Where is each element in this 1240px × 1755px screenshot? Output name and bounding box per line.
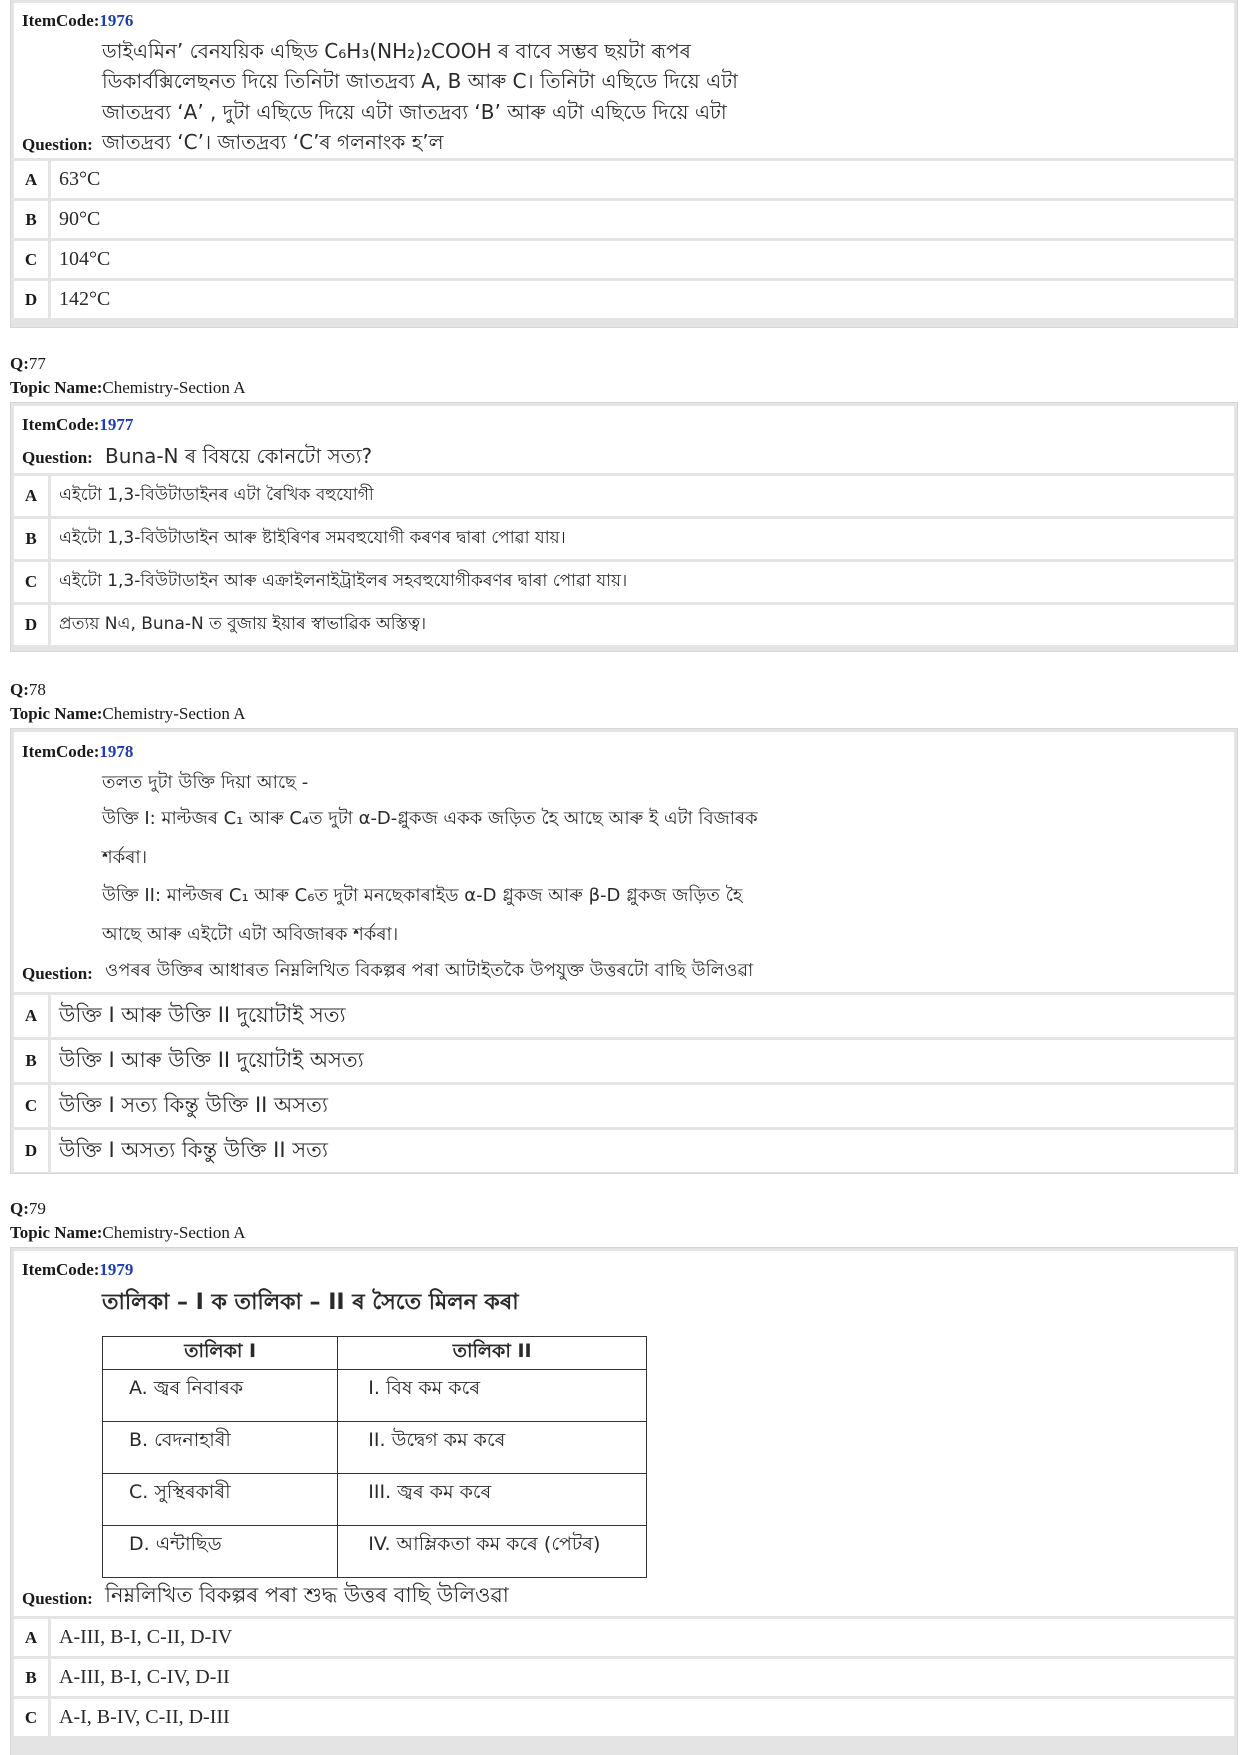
match-table-cell: IV. আম্লিকতা কম কৰে (পেটৰ) <box>338 1526 647 1578</box>
item-code-value: 1978 <box>99 742 134 761</box>
option-letter: B <box>14 1659 48 1696</box>
match-table-row <box>103 1474 647 1526</box>
option-letter: A <box>14 476 48 516</box>
stem-line: ডিকাৰ্বক্সিলেছনত দিয়ে তিনিটা জাতদ্ৰব্য A, B আৰু C। তিনিটা এছিডে দিয়ে এটা <box>102 69 738 93</box>
question-label: Question: <box>22 135 93 154</box>
question-number <box>10 678 245 702</box>
option-row-c[interactable] <box>14 241 1234 278</box>
item-code <box>22 1260 133 1280</box>
topic-name-label: Topic Name: <box>10 1223 103 1242</box>
question-header-79 <box>10 1197 245 1245</box>
question-number-label: Q: <box>10 680 29 699</box>
item-code-label: ItemCode: <box>22 415 100 434</box>
topic-name-value: Chemistry-Section A <box>102 378 246 397</box>
stem-line: জাতদ্ৰব্য ‘A’ , দুটা এছিডে দিয়ে এটা জাতদ্ৰব্য ‘B’ আৰু এটা এছিডে দিয়ে এটা <box>102 100 727 124</box>
stem-line: শৰ্কৰা। <box>102 847 148 868</box>
option-text: এইটো 1,3-বিউটাডাইন আৰু এক্ৰাইলনাইট্ৰাইলৰ সহবহুযোগীকৰণৰ দ্বাৰা পোৱা যায়। <box>51 562 1234 602</box>
question-stem: Buna-N ৰ বিষয়ে কোনটো সত্য? <box>105 444 373 468</box>
match-table-cell: A. জ্বৰ নিবাৰক <box>103 1370 338 1422</box>
option-text: উক্তি I আৰু উক্তি II দুয়োটাই সত্য <box>51 995 1234 1037</box>
topic-name-label: Topic Name: <box>10 704 103 723</box>
option-letter: A <box>14 1619 48 1656</box>
option-letter: B <box>14 1040 48 1082</box>
option-text: 104°C <box>51 241 1234 278</box>
question-number-value: 77 <box>28 354 46 373</box>
question-number-value: 79 <box>28 1199 46 1218</box>
question-header-78 <box>10 678 245 726</box>
item-code <box>22 415 133 435</box>
item-code-label: ItemCode: <box>22 1260 100 1279</box>
option-letter: C <box>14 1085 48 1127</box>
question-block-1976 <box>10 0 1238 328</box>
question-number-value: 78 <box>28 680 46 699</box>
item-code-value: 1977 <box>99 415 134 434</box>
option-letter: A <box>14 995 48 1037</box>
item-code-label: ItemCode: <box>22 11 100 30</box>
question-box <box>14 3 1234 158</box>
question-block-1978 <box>10 728 1238 1174</box>
option-letter: C <box>14 562 48 602</box>
match-table-cell: B. বেদনাহাৰী <box>103 1422 338 1474</box>
match-table-header: তালিকা II <box>338 1337 647 1370</box>
match-table-cell: D. এন্টাছিড <box>103 1526 338 1578</box>
item-code-label: ItemCode: <box>22 742 100 761</box>
option-letter: B <box>14 201 48 238</box>
stem-line: ওপৰৰ উক্তিৰ আধাৰত নিম্নলিখিত বিকল্পৰ পৰা আটাইতকৈ উপযুক্ত উত্তৰটো বাছি উলিওৱা <box>105 960 754 981</box>
item-code-value: 1976 <box>99 11 134 30</box>
option-row-a[interactable] <box>14 161 1234 198</box>
question-number-label: Q: <box>10 1199 29 1218</box>
option-row-b[interactable] <box>14 1659 1234 1696</box>
question-header-77 <box>10 352 245 400</box>
option-letter: D <box>14 1130 48 1172</box>
match-table-header: তালিকা I <box>103 1337 338 1370</box>
match-table-cell: I. বিষ কম কৰে <box>338 1370 647 1422</box>
topic-name-value: Chemistry-Section A <box>102 704 246 723</box>
match-table-cell: III. জ্বৰ কম কৰে <box>338 1474 647 1526</box>
option-text: উক্তি I অসত্য কিন্তু উক্তি II সত্য <box>51 1130 1234 1172</box>
option-text: উক্তি I সত্য কিন্তু উক্তি II অসত্য <box>51 1085 1234 1127</box>
option-letter: C <box>14 1699 48 1736</box>
option-text: 142°C <box>51 281 1234 318</box>
option-row-b[interactable] <box>14 201 1234 238</box>
match-table-row <box>103 1422 647 1474</box>
option-text: A-III, B-I, C-II, D-IV <box>51 1619 1234 1656</box>
option-row-c[interactable] <box>14 1085 1234 1127</box>
option-letter: D <box>14 605 48 645</box>
option-row-b[interactable] <box>14 1040 1234 1082</box>
option-row-d[interactable] <box>14 605 1234 645</box>
option-text: A-III, B-I, C-IV, D-II <box>51 1659 1234 1696</box>
question-label: Question: <box>22 1589 93 1608</box>
item-code <box>22 11 133 31</box>
option-letter: A <box>14 161 48 198</box>
topic-name-label: Topic Name: <box>10 378 103 397</box>
option-row-a[interactable] <box>14 476 1234 516</box>
option-letter: B <box>14 519 48 559</box>
match-table-cell: II. উদ্বেগ কম কৰে <box>338 1422 647 1474</box>
option-text: উক্তি I আৰু উক্তি II দুয়োটাই অসত্য <box>51 1040 1234 1082</box>
question-block-1979 <box>10 1247 1238 1755</box>
question-number-label: Q: <box>10 354 29 373</box>
option-letter: C <box>14 241 48 278</box>
question-block-1977 <box>10 402 1238 652</box>
stem-line: জাতদ্ৰব্য ‘C’। জাতদ্ৰব্য ‘C’ৰ গলনাংক হ’ল <box>102 130 444 154</box>
question-box <box>14 732 1234 992</box>
stem-line: ডাইএমিন’ বেনযয়িক এছিড C₆H₃(NH₂)₂COOH ৰ বাবে সম্ভব ছয়টা ৰূপৰ <box>102 39 691 63</box>
question-box <box>14 406 1234 473</box>
stem-line: উক্তি II: মাল্টজৰ C₁ আৰু C₆ত দুটা মনছেকাৰাইড α-D গ্লুকজ আৰু β-D গ্লুকজ জড়িত হৈ <box>102 885 743 906</box>
option-text: 63°C <box>51 161 1234 198</box>
topic-name <box>10 376 245 400</box>
option-row-c[interactable] <box>14 562 1234 602</box>
option-row-b[interactable] <box>14 519 1234 559</box>
topic-name-value: Chemistry-Section A <box>102 1223 246 1242</box>
option-row-a[interactable] <box>14 1619 1234 1656</box>
option-row-c[interactable] <box>14 1699 1234 1736</box>
option-text: A-I, B-IV, C-II, D-III <box>51 1699 1234 1736</box>
match-heading: তালিকা – I ক তালিকা – II ৰ সৈতে মিলন কৰা <box>102 1290 519 1315</box>
option-text: প্ৰত্যয় Nএ, Buna-N ত বুজায় ইয়াৰ স্বাভাৱিক অস্তিত্ব। <box>51 605 1234 645</box>
match-table-cell: C. সুস্থিৰকাৰী <box>103 1474 338 1526</box>
option-row-a[interactable] <box>14 995 1234 1037</box>
stem-line: তলত দুটা উক্তি দিয়া আছে - <box>102 772 309 793</box>
topic-name <box>10 702 245 726</box>
option-text: এইটো 1,3-বিউটাডাইনৰ এটা ৰৈখিক বহুযোগী <box>51 476 1234 516</box>
question-label: Question: <box>22 448 93 467</box>
option-text: এইটো 1,3-বিউটাডাইন আৰু ষ্টাইৰিণৰ সমবহুযোগী কৰণৰ দ্বাৰা পোৱা যায়। <box>51 519 1234 559</box>
question-label: Question: <box>22 964 93 983</box>
option-row-d[interactable] <box>14 1130 1234 1172</box>
match-table-row <box>103 1526 647 1578</box>
stem-line: আছে আৰু এইটো এটা অবিজাৰক শৰ্কৰা। <box>102 924 399 945</box>
item-code <box>22 742 133 762</box>
option-row-d[interactable] <box>14 281 1234 318</box>
question-number <box>10 352 245 376</box>
item-code-value: 1979 <box>99 1260 134 1279</box>
match-table-row <box>103 1370 647 1422</box>
question-number <box>10 1197 245 1221</box>
stem-line: উক্তি I: মাল্টজৰ C₁ আৰু C₄ত দুটা α-D-গ্লুকজ একক জড়িত হৈ আছে আৰু ই এটা বিজাৰক <box>102 808 758 829</box>
match-table-header-row <box>103 1337 647 1370</box>
question-stem: নিম্নলিখিত বিকল্পৰ পৰা শুদ্ধ উত্তৰ বাছি উলিওৱা <box>105 1583 509 1607</box>
question-box <box>14 1251 1234 1616</box>
topic-name <box>10 1221 245 1245</box>
option-text: 90°C <box>51 201 1234 238</box>
option-letter: D <box>14 281 48 318</box>
match-table <box>102 1336 647 1578</box>
